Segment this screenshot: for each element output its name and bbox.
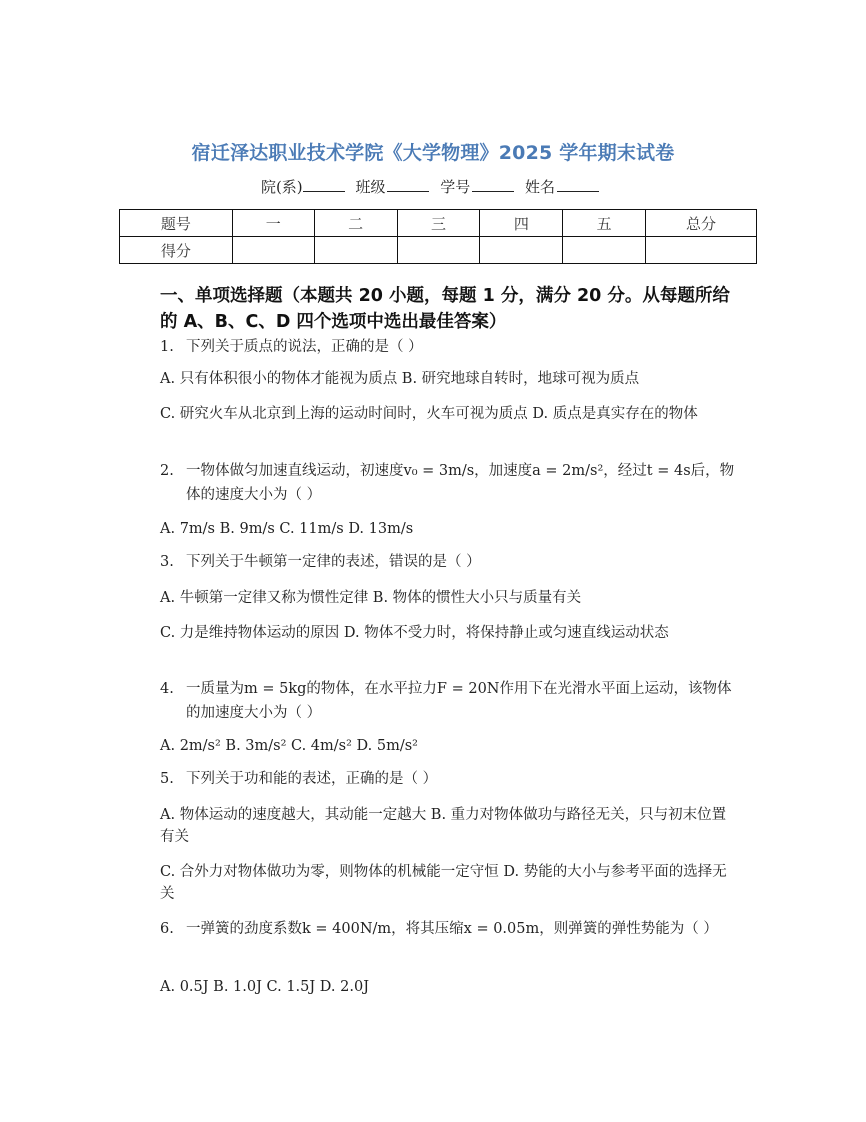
score-table (119, 209, 757, 264)
score-header-cell: 二 (314, 210, 397, 237)
score-cell[interactable] (480, 237, 563, 264)
info-label-class: 班级 (355, 178, 386, 196)
score-table-header-row (120, 210, 757, 237)
question-3-options-line-2: C. 力是维持物体运动的原因 D. 物体不受力时，将保持静止或匀速直线运动状态 (160, 625, 669, 641)
section-heading-single-choice: 一、单项选择题（本题共 20 小题，每题 1 分，满分 20 分。从每题所给的 A、B、C、D 四个选项中选出最佳答案） (160, 286, 730, 332)
question-stem: 6. 一弹簧的劲度系数k = 400N/m，将其压缩x = 0.05m，则弹簧的弹性势能为（ ） (160, 917, 740, 941)
question-number: 1. (160, 339, 174, 355)
question-stem: 5. 下列关于功和能的表述，正确的是（ ） (160, 767, 740, 791)
score-header-cell: 五 (563, 210, 646, 237)
student-info-line (0, 176, 866, 197)
question-2-options: A. 7m/s B. 9m/s C. 11m/s D. 13m/s (160, 521, 414, 537)
score-cell[interactable] (232, 237, 314, 264)
score-table-score-row (120, 237, 757, 264)
department-blank[interactable] (303, 177, 345, 192)
question-1-options-line-2: C. 研究火车从北京到上海的运动时间时，火车可视为质点 D. 质点是真实存在的物体 (160, 406, 698, 422)
question-3-options-line-1: A. 牛顿第一定律又称为惯性定律 B. 物体的惯性大小只与质量有关 (160, 590, 582, 606)
question-number: 5. (160, 771, 174, 787)
score-cell[interactable] (563, 237, 646, 264)
student-id-blank[interactable] (472, 177, 514, 192)
info-label-student-id: 学号 (440, 178, 471, 196)
question-number: 2. (160, 463, 174, 479)
exam-title: 宿迁泽达职业技术学院《大学物理》2025 学年期末试卷 (191, 142, 675, 164)
question-5-options-line-1: A. 物体运动的速度越大，其动能一定越大 B. 重力对物体做功与路径无关，只与初末位置有关 (160, 807, 727, 845)
score-header-cell: 三 (397, 210, 480, 237)
question-stem: 3. 下列关于牛顿第一定律的表述，错误的是（ ） (160, 550, 740, 574)
question-number: 6. (160, 921, 174, 937)
score-header-cell: 题号 (120, 210, 233, 237)
question-5 (160, 767, 740, 791)
question-6-options: A. 0.5J B. 1.0J C. 1.5J D. 2.0J (160, 979, 370, 995)
question-3 (160, 550, 740, 574)
question-1 (160, 335, 740, 359)
question-stem: 4. 一质量为m = 5kg的物体，在水平拉力F = 20N作用下在光滑水平面上运动，该物体的加速度大小为（ ） (160, 677, 740, 725)
info-label-name: 姓名 (525, 178, 556, 196)
score-row-label: 得分 (120, 237, 233, 264)
question-5-options-line-2: C. 合外力对物体做功为零，则物体的机械能一定守恒 D. 势能的大小与参考平面的选择无关 (160, 864, 727, 902)
class-blank[interactable] (387, 177, 429, 192)
question-stem: 1. 下列关于质点的说法，正确的是（ ） (160, 335, 740, 359)
info-label-department: 院(系) (260, 178, 303, 196)
name-blank[interactable] (557, 177, 599, 192)
question-4 (160, 677, 740, 725)
question-2 (160, 459, 740, 507)
score-header-cell: 一 (232, 210, 314, 237)
score-cell[interactable] (314, 237, 397, 264)
question-number: 3. (160, 554, 174, 570)
score-cell-total[interactable] (646, 237, 757, 264)
score-header-cell: 总分 (646, 210, 757, 237)
score-header-cell: 四 (480, 210, 563, 237)
question-6 (160, 917, 740, 941)
question-stem: 2. 一物体做匀加速直线运动，初速度v₀ = 3m/s，加速度a = 2m/s²，经过t = 4s后，物体的速度大小为（ ） (160, 459, 740, 507)
question-number: 4. (160, 681, 174, 697)
question-1-options-line-1: A. 只有体积很小的物体才能视为质点 B. 研究地球自转时，地球可视为质点 (160, 371, 640, 387)
question-4-options: A. 2m/s² B. 3m/s² C. 4m/s² D. 5m/s² (160, 738, 418, 754)
score-cell[interactable] (397, 237, 480, 264)
